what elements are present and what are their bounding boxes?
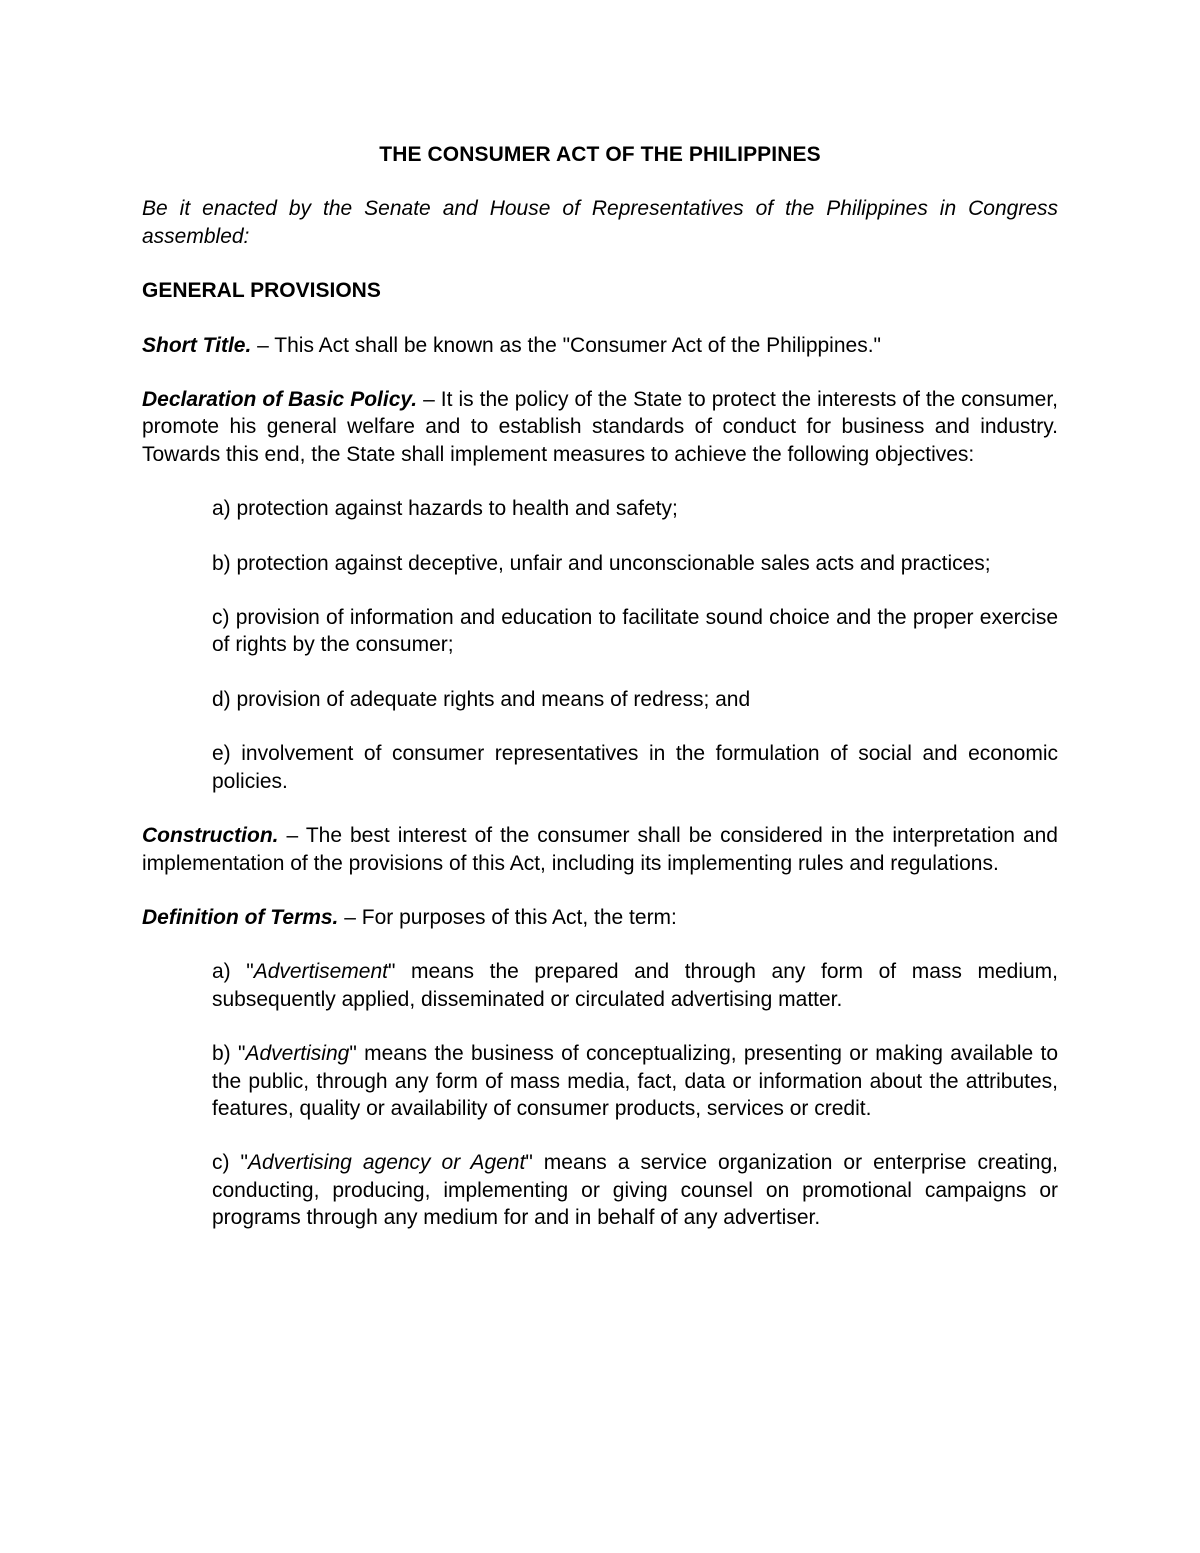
construction-text: – The best interest of the consumer shall be considered in the interpretation and implementation of the provisions of this Act, including its implementing rules and regulations. <box>142 824 1058 875</box>
definition-prefix: a) " <box>212 960 254 984</box>
section-heading: GENERAL PROVISIONS <box>142 279 381 303</box>
definitions-lead: Definition of Terms. <box>142 905 339 929</box>
short-title-lead: Short Title. <box>142 333 252 357</box>
definition-item <box>212 1149 1058 1231</box>
construction-lead: Construction. <box>142 824 279 848</box>
objective-item: a) protection against hazards to health and safety; <box>212 497 678 521</box>
definition-term: Advertising agency or Agent <box>247 1151 526 1175</box>
policy-text: – It is the policy of the State to protect the interests of the consumer, promote his general welfare and to establish standards of conduct for business and industry. Towards this end, the State shall implement measures to achieve the following objectives: <box>142 388 1058 466</box>
definition-prefix: c) " <box>212 1151 248 1175</box>
policy-lead: Declaration of Basic Policy. <box>142 388 418 412</box>
enacting-clause: Be it enacted by the Senate and House of Representatives of the Philippines in Congress assembled: <box>142 197 1058 248</box>
short-title-text: – This Act shall be known as the "Consumer Act of the Philippines." <box>251 333 881 357</box>
definitions-paragraph <box>142 904 1058 931</box>
definition-text: " means the prepared and through any form of mass medium, subsequently applied, disseminated or circulated advertising matter. <box>212 960 1058 1011</box>
objective-item: d) provision of adequate rights and means of redress; and <box>212 687 751 711</box>
document-page <box>142 141 1058 1259</box>
document-title: THE CONSUMER ACT OF THE PHILIPPINES <box>379 143 821 166</box>
definition-text: " means a service organization or enterprise creating, conducting, producing, implementing or giving counsel on promotional campaigns or programs through any medium for and in behalf of any advertiser. <box>212 1151 1058 1230</box>
definition-item <box>212 1040 1058 1122</box>
definition-prefix: b) " <box>212 1042 246 1066</box>
definition-term: Advertisement <box>253 960 388 984</box>
definitions-text: – For purposes of this Act, the term: <box>338 905 677 929</box>
objective-item: e) involvement of consumer representatives in the formulation of social and economic policies. <box>212 742 1058 793</box>
short-title-paragraph <box>142 332 1058 359</box>
construction-paragraph <box>142 822 1058 877</box>
definition-text: " means the business of conceptualizing, presenting or making available to the public, through any form of mass media, fact, data or information about the attributes, features, quality or availability of consumer products, services or credit. <box>212 1042 1058 1120</box>
objective-item: c) provision of information and education to facilitate sound choice and the proper exercise of rights by the consumer; <box>212 606 1058 657</box>
definition-item <box>212 958 1058 1013</box>
definition-term: Advertising <box>245 1042 350 1066</box>
policy-paragraph <box>142 386 1058 468</box>
objective-item: b) protection against deceptive, unfair and unconscionable sales acts and practices; <box>212 551 991 575</box>
